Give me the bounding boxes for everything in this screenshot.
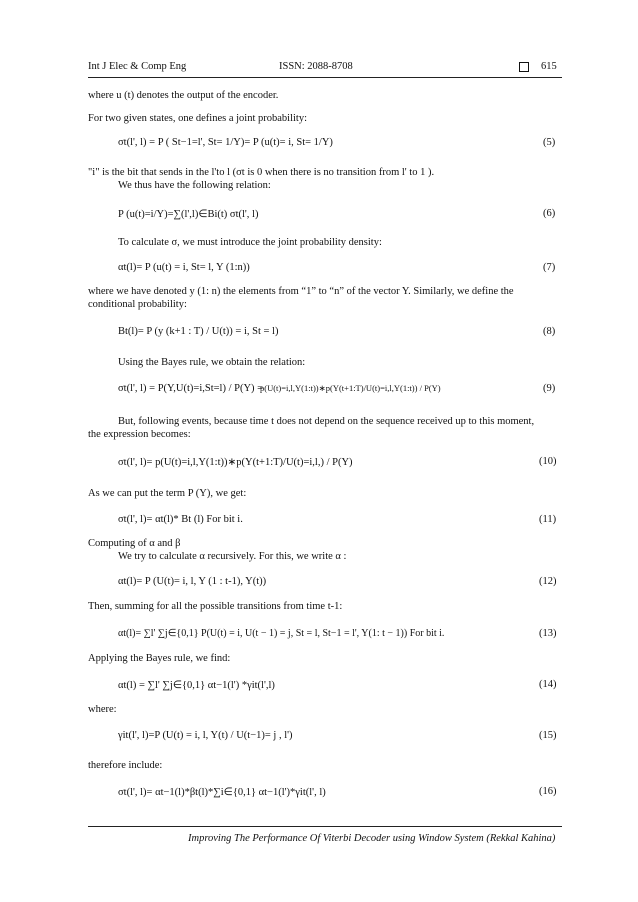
body-line: conditional probability: xyxy=(88,299,187,310)
body-line: Applying the Bayes rule, we find: xyxy=(88,653,231,664)
page-number: 615 xyxy=(541,61,557,72)
equation: αt(l)= ∑l' ∑j∈{0,1} P(U(t) = i, U(t − 1) = j, St = l, St−1 = l', Y(1: t − 1)) For bit i. xyxy=(118,628,445,639)
equation-number: (12) xyxy=(539,576,557,587)
equation-number: (7) xyxy=(543,262,556,273)
equation: σt(l', l)= p(U(t)=i,l,Y(1:t))∗p(Y(t+1:T)/U(t)=i,l,) / P(Y) xyxy=(118,457,353,468)
body-line: where: xyxy=(88,704,117,715)
body-line: We thus have the following relation: xyxy=(118,180,271,191)
body-line: therefore include: xyxy=(88,760,163,771)
footer-text: Improving The Performance Of Viterbi Decoder using Window System (Rekkal Kahina) xyxy=(188,833,556,844)
footer-rule xyxy=(88,826,562,827)
body-line: where we have denoted y (1: n) the elements from “1” to “n” of the vector Y. Similarly, we define the xyxy=(88,286,514,297)
equation-number: (14) xyxy=(539,679,557,690)
equation: σt(l', l)= αt(l)* Bt (l) For bit i. xyxy=(118,514,243,525)
body-line: "i" is the bit that sends in the l'to l (σt is 0 when there is no transition from l' to 1 ). xyxy=(88,167,435,178)
equation: γit(l', l)=P (U(t) = i, l, Y(t) / U(t−1)= j , l') xyxy=(118,730,293,741)
header-rule xyxy=(88,77,562,78)
body-line: But, following events, because time t does not depend on the sequence received up to this moment, xyxy=(118,416,535,427)
equation-number: (6) xyxy=(543,208,556,219)
body-line: Using the Bayes rule, we obtain the relation: xyxy=(118,357,306,368)
body-line: where u (t) denotes the output of the encoder. xyxy=(88,90,279,101)
equation-number: (5) xyxy=(543,137,556,148)
equation-number: (9) xyxy=(543,383,556,394)
equation: P (u(t)=i/Y)=∑(l',l)∈Bi(t) σt(l', l) xyxy=(118,209,259,220)
body-line: For two given states, one defines a joint probability: xyxy=(88,113,308,124)
equation-number: (10) xyxy=(539,456,557,467)
body-line: Then, summing for all the possible transitions from time t-1: xyxy=(88,601,343,612)
equation: αt(l)= P (u(t) = i, St= l, Y (1:n)) xyxy=(118,262,250,273)
equation-number: (8) xyxy=(543,326,556,337)
body-line: To calculate σ, we must introduce the joint probability density: xyxy=(118,237,382,248)
body-line: Computing of α and β xyxy=(88,538,181,549)
equation-number: (16) xyxy=(539,786,557,797)
equation: σt(l', l) = P(Y,U(t)=i,St=l) / P(Y) = xyxy=(118,383,264,394)
checkbox-icon xyxy=(519,61,529,72)
equation-number: (15) xyxy=(539,730,557,741)
body-line: We try to calculate α recursively. For this, we write α : xyxy=(118,551,347,562)
equation: αt(l)= P (U(t)= i, l, Y (1 : t-1), Y(t)) xyxy=(118,576,267,587)
equation: αt(l) = ∑l' ∑j∈{0,1} αt−1(l') *γit(l',l) xyxy=(118,680,275,691)
body-line: As we can put the term P (Y), we get: xyxy=(88,488,247,499)
equation: Bt(l)= P (y (k+1 : T) / U(t)) = i, St = l) xyxy=(118,326,279,337)
body-line: the expression becomes: xyxy=(88,429,191,440)
issn: ISSN: 2088-8708 xyxy=(279,61,353,72)
equation: σt(l', l)= αt−1(l)*βt(l)*∑i∈{0,1} αt−1(l')*γit(l', l) xyxy=(118,787,326,798)
equation: σt(l', l) = P ( St−1=l', St= 1/Y)= P (u(t)= i, St= 1/Y) xyxy=(118,137,333,148)
equation-number: (13) xyxy=(539,628,557,639)
equation-number: (11) xyxy=(539,514,557,525)
journal-name: Int J Elec & Comp Eng xyxy=(88,61,187,72)
equation: p(U(t)=i,l,Y(1:t))∗p(Y(t+1:T)/U(t)=i,l,Y(1:t)) / P(Y) xyxy=(260,383,441,393)
